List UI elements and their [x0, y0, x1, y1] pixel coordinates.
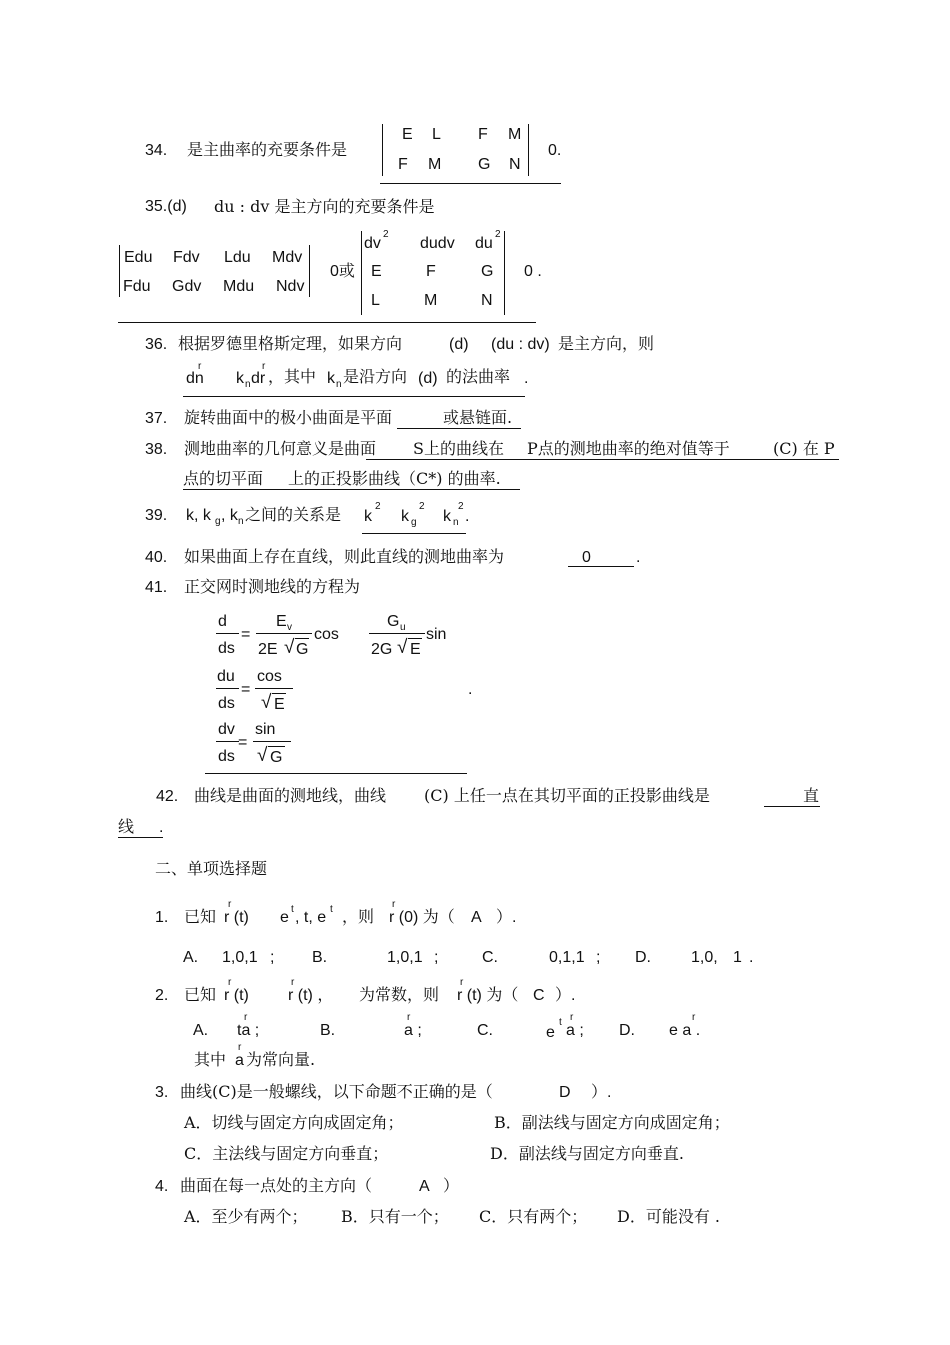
c2-opt-d-arrow: r	[692, 1012, 696, 1023]
c2-note: 其中	[194, 1050, 227, 1069]
f3-root-bar	[268, 746, 285, 747]
c2-opt-d-value: e a .	[669, 1022, 701, 1039]
q36-desc-tail: 的法曲率	[446, 367, 511, 386]
q42-number: 42.	[156, 788, 179, 805]
c1-val: e	[280, 909, 289, 926]
f1-b-root: E	[410, 641, 421, 658]
f1-b-root-sign: √	[397, 637, 408, 658]
q37-number: 37.	[145, 410, 168, 427]
q35-d-n: N	[481, 292, 493, 309]
c1-opt-b-value: 1,0,1	[387, 949, 423, 966]
q36-kn2-sub: n	[336, 379, 342, 390]
q35-d-m: M	[424, 292, 438, 309]
q41-answer-underline	[205, 773, 467, 774]
q35-d-dv: dv	[364, 235, 381, 252]
c3-close: ）.	[591, 1084, 612, 1101]
q35-det2-left-bar	[361, 231, 362, 315]
f3-fraction-bar	[216, 741, 239, 742]
c1-opt-c-value: 0,1,1	[549, 949, 585, 966]
q36-desc: 是沿方向	[343, 367, 408, 386]
c1-sup2: t	[330, 904, 333, 915]
c3-answer: D	[559, 1084, 571, 1101]
q36-desc-d: (d)	[418, 370, 438, 387]
f1-b-den: 2G	[371, 641, 393, 658]
f1-b-sub: u	[400, 622, 406, 633]
q38-line2b: 上的正投影曲线（C*) 的曲率.	[288, 469, 501, 488]
f1-b-bar	[369, 633, 425, 634]
q34-m2-g: G	[478, 156, 491, 173]
c2-opt-a-label[interactable]: A.	[193, 1022, 209, 1039]
c4-number: 4.	[155, 1178, 169, 1195]
q36-kn-sub: n	[245, 379, 251, 390]
q35-r1c4: Mdv	[272, 249, 303, 266]
q42-underline-2	[118, 837, 163, 838]
f1-a-root: G	[296, 641, 309, 658]
q35-d-du-sup: 2	[495, 229, 501, 240]
q35-det1-right-bar	[309, 245, 310, 297]
c2-note-tail: 为常向量.	[246, 1050, 316, 1069]
c2-vec-arrow-2: r	[291, 977, 295, 988]
q36-vec-arrow-dn: r	[198, 361, 202, 372]
c2-rt2: r (t) ，	[288, 987, 334, 1004]
q36-vec-arrow-dr: r	[262, 361, 266, 372]
q35-d-l: L	[371, 292, 380, 309]
f3-r-bar	[253, 741, 291, 742]
q35-r2c3: Mdu	[223, 278, 255, 295]
f2-eq: =	[241, 681, 251, 698]
c4-answer: A	[419, 1178, 430, 1195]
q42-c: (C) 上任一点在其切平面的正投影曲线是	[424, 786, 710, 805]
c1-answer: A	[471, 909, 482, 926]
c2-cond: 为常数，则	[359, 985, 440, 1004]
q38-p3: P点的测地曲率的绝对值等于	[527, 439, 730, 458]
c1-number: 1.	[155, 909, 169, 926]
q42-text: 曲线是曲面的测地线，曲线	[194, 786, 387, 805]
f1-fraction-bar	[216, 633, 239, 634]
c2-number: 2.	[155, 987, 169, 1004]
q34-eq: 0.	[548, 142, 562, 159]
c2-opt-c-label[interactable]: C.	[477, 1022, 493, 1039]
c1-vec-arrow-2: r	[392, 899, 396, 910]
q35-r1c2: Fdv	[173, 249, 200, 266]
f1-a-num: E	[276, 613, 287, 630]
q36-dot: .	[524, 370, 529, 387]
q39-ans-kg-sup: 2	[419, 501, 425, 512]
q36-number: 36.	[145, 336, 168, 353]
c4-opt-a[interactable]: A．至少有两个；	[184, 1207, 308, 1226]
f3-r-num: sin	[255, 721, 276, 738]
c2-answer: C	[533, 987, 545, 1004]
c2-vec-arrow: r	[228, 977, 232, 988]
q40-number: 40.	[145, 549, 168, 566]
c1-opt-c-sep: ;	[596, 949, 601, 966]
c2-opt-b-arrow: r	[407, 1012, 411, 1023]
q39-number: 39.	[145, 507, 168, 524]
c2-opt-c-e: e	[546, 1024, 555, 1041]
c1-opt-a-value: 1,0,1	[222, 949, 258, 966]
q35-r1c1: Edu	[124, 249, 153, 266]
q39-ans-kg-sub: g	[411, 517, 417, 528]
q35-det1-left-bar	[119, 245, 120, 297]
f3-den: ds	[218, 748, 235, 765]
q35-d-du: du	[475, 235, 493, 252]
c1-opt-d-label[interactable]: D.	[635, 949, 651, 966]
q34-text: 是主曲率的充要条件是	[187, 140, 348, 159]
f2-fraction-bar	[216, 688, 239, 689]
q36-dudv: (du : dv)	[491, 336, 550, 353]
q35-or: 0或	[330, 263, 355, 280]
q35-det2-right-bar	[504, 231, 505, 315]
q38-p4: (C) 在 P	[773, 439, 835, 458]
c1-q: 已知	[184, 907, 217, 926]
q40-answer: 0	[582, 549, 591, 566]
c1-opt-d-dot: .	[749, 949, 754, 966]
c2-rt: r (t)	[224, 987, 249, 1004]
c3-opt-c[interactable]: C．主法线与固定方向垂直；	[184, 1144, 389, 1163]
q39-ans-kn: k	[443, 508, 451, 525]
q38-number: 38.	[145, 441, 168, 458]
f1-a-bar	[256, 633, 312, 634]
c4-close: ）	[443, 1178, 460, 1195]
q36-d: (d)	[449, 336, 469, 353]
q38-underline-1	[366, 459, 839, 460]
section-heading: 二、单项选择题	[155, 859, 268, 878]
q35-r2c2: Gdv	[172, 278, 202, 295]
q36-line1: 根据罗德里格斯定理，如果方向	[178, 334, 403, 353]
c1-opt-d-value: 1,0,	[691, 949, 718, 966]
q34-m2-m: M	[428, 156, 442, 173]
f3-eq: =	[238, 734, 248, 751]
c2-vec-arrow-3: r	[460, 977, 464, 988]
q35-r2c1: Fdu	[123, 278, 151, 295]
c2-note-arrow: r	[238, 1042, 242, 1053]
c1-sup1: t	[291, 904, 294, 915]
q35-r1c3: Ldu	[224, 249, 251, 266]
c2-rt3: r (t) 为（	[457, 987, 519, 1004]
f1-a-root-bar	[295, 638, 309, 639]
q37-text2: 或悬链面.	[443, 408, 513, 427]
q42-underline-1	[764, 806, 820, 807]
f1-b-root-bar	[408, 638, 422, 639]
q36-tail: 是主方向，则	[558, 334, 655, 353]
c1-r0: r (0) 为（	[389, 909, 455, 926]
q38-line2a: 点的切平面	[183, 469, 264, 488]
q39-rel: 之间的关系是	[245, 505, 342, 524]
c2-opt-c-arrow: r	[570, 1012, 574, 1023]
c3-opt-d[interactable]: D．副法线与固定方向垂直.	[490, 1144, 684, 1163]
q40-answer-underline	[568, 566, 634, 567]
q34-det-left-bar	[382, 124, 383, 176]
c1-val2: , t, e	[295, 909, 327, 926]
f1-num: d	[218, 613, 227, 630]
q34-m2-n: N	[509, 156, 521, 173]
f1-a-den: 2E	[258, 641, 278, 658]
f2-r-bar	[255, 688, 293, 689]
q34-number: 34.	[145, 142, 168, 159]
c1-close: ）.	[496, 909, 517, 926]
c1-opt-b-label[interactable]: B.	[312, 949, 328, 966]
q34-m1-f: F	[478, 126, 488, 143]
q39-ans-k: k	[364, 508, 372, 525]
c3-opt-b[interactable]: B．副法线与固定方向成固定角；	[494, 1113, 730, 1132]
q39-n-sub: n	[238, 516, 244, 527]
q41-number: 41.	[145, 579, 168, 596]
c4-q: 曲面在每一点处的主方向（	[180, 1176, 373, 1195]
f1-cos: cos	[314, 626, 339, 643]
q36-mid: ，其中	[268, 367, 317, 386]
q34-m1-l: L	[432, 126, 441, 143]
q39-dot: .	[465, 508, 470, 525]
f3-root: G	[270, 749, 283, 766]
q42-dot: .	[159, 819, 164, 836]
c4-opt-d[interactable]: D．可能没有 .	[617, 1207, 721, 1226]
f1-a-root-sign: √	[284, 637, 295, 658]
f2-num: du	[217, 668, 235, 685]
f2-den: ds	[218, 695, 235, 712]
q39-k2: , k	[221, 507, 238, 524]
c3-q: 曲线(C)是一般螺线，以下命题不正确的是（	[180, 1082, 493, 1101]
f1-a-sub: v	[287, 622, 292, 633]
c2-opt-a-value: ta ;	[237, 1022, 260, 1039]
c1-opt-a-sep: ;	[270, 949, 275, 966]
q34-m1-e: E	[402, 126, 413, 143]
c3-number: 3.	[155, 1084, 169, 1101]
c2-note-a: a	[235, 1052, 244, 1069]
q35-d-f: F	[426, 263, 436, 280]
q35-number: 35.(d)	[145, 198, 187, 215]
f2-root-bar	[272, 693, 286, 694]
c1-opt-a-label[interactable]: A.	[183, 949, 199, 966]
c2-opt-b-value: a ;	[404, 1022, 422, 1039]
f1-den: ds	[218, 640, 235, 657]
q37-text: 旋转曲面中的极小曲面是平面	[184, 408, 393, 427]
q36-kn2: k	[327, 370, 335, 387]
q42-answer-1: 直	[803, 786, 820, 805]
q39-answer-underline	[362, 533, 466, 534]
q35-answer-underline	[118, 322, 536, 323]
q39-ans-k-sup: 2	[375, 501, 381, 512]
c2-opt-a-arrow: r	[244, 1012, 248, 1023]
q35-d-e: E	[371, 263, 382, 280]
q35-eq: 0 .	[524, 263, 542, 280]
q34-m2-f: F	[398, 156, 408, 173]
q34-det-right-bar	[528, 124, 529, 176]
q39-g-sub: g	[215, 516, 221, 527]
q38-p1: 测地曲率的几何意义是曲面	[184, 439, 377, 458]
c4-opt-b[interactable]: B．只有一个；	[341, 1207, 449, 1226]
q38-underline-2	[183, 489, 520, 490]
c1-vec-arrow: r	[228, 899, 232, 910]
q41-text: 正交网时测地线的方程为	[184, 577, 361, 596]
q35-d-dudv: dudv	[420, 235, 455, 252]
c3-opt-a[interactable]: A．切线与固定方向成固定角；	[184, 1113, 404, 1132]
q34-m1-m: M	[508, 126, 522, 143]
q35-d-g: G	[481, 263, 494, 280]
q35-d-dv-sup: 2	[383, 229, 389, 240]
f2-root-sign: √	[261, 692, 272, 713]
q42-answer-2: 线	[118, 817, 135, 836]
q39-ans-kn-sub: n	[453, 517, 459, 528]
f1-eq: =	[241, 626, 251, 643]
f1-b-num: G	[387, 613, 400, 630]
c2-q: 已知	[184, 985, 217, 1004]
c4-opt-c[interactable]: C．只有两个；	[479, 1207, 588, 1226]
q35-text: du : dv 是主方向的充要条件是	[214, 197, 435, 216]
q34-answer-underline	[380, 183, 561, 184]
q39-vars: k, k	[186, 507, 211, 524]
q36-kn: k	[236, 370, 244, 387]
q36-dn: dn	[186, 370, 204, 387]
q41-dot: .	[468, 681, 473, 698]
q40-dot: .	[636, 549, 641, 566]
c2-opt-c-value: a ;	[566, 1022, 584, 1039]
q35-r2c4: Ndv	[276, 278, 305, 295]
c1-opt-d-value-2: 1	[733, 949, 742, 966]
c1-opt-c-label[interactable]: C.	[482, 949, 498, 966]
f3-root-sign: √	[257, 745, 268, 766]
c2-opt-d-label[interactable]: D.	[619, 1022, 635, 1039]
f2-r-num: cos	[257, 668, 282, 685]
q39-ans-kn-sup: 2	[458, 501, 464, 512]
f1-sin: sin	[426, 626, 447, 643]
c2-opt-c-sup: t	[559, 1017, 562, 1028]
q38-p2: S上的曲线在	[413, 439, 504, 458]
c2-opt-b-label[interactable]: B.	[320, 1022, 336, 1039]
c1-rt: r (t)	[224, 909, 249, 926]
q36-dr: dr	[251, 370, 266, 387]
q40-text: 如果曲面上存在直线，则此直线的测地曲率为	[184, 547, 505, 566]
q37-answer-underline	[397, 428, 521, 429]
q39-ans-kg: k	[401, 508, 409, 525]
f3-num: dv	[218, 721, 235, 738]
c1-then: ，则	[342, 907, 375, 926]
q36-answer-underline	[183, 396, 525, 397]
f2-root: E	[274, 696, 285, 713]
c2-close: ）.	[555, 987, 576, 1004]
c1-opt-b-sep: ;	[434, 949, 439, 966]
